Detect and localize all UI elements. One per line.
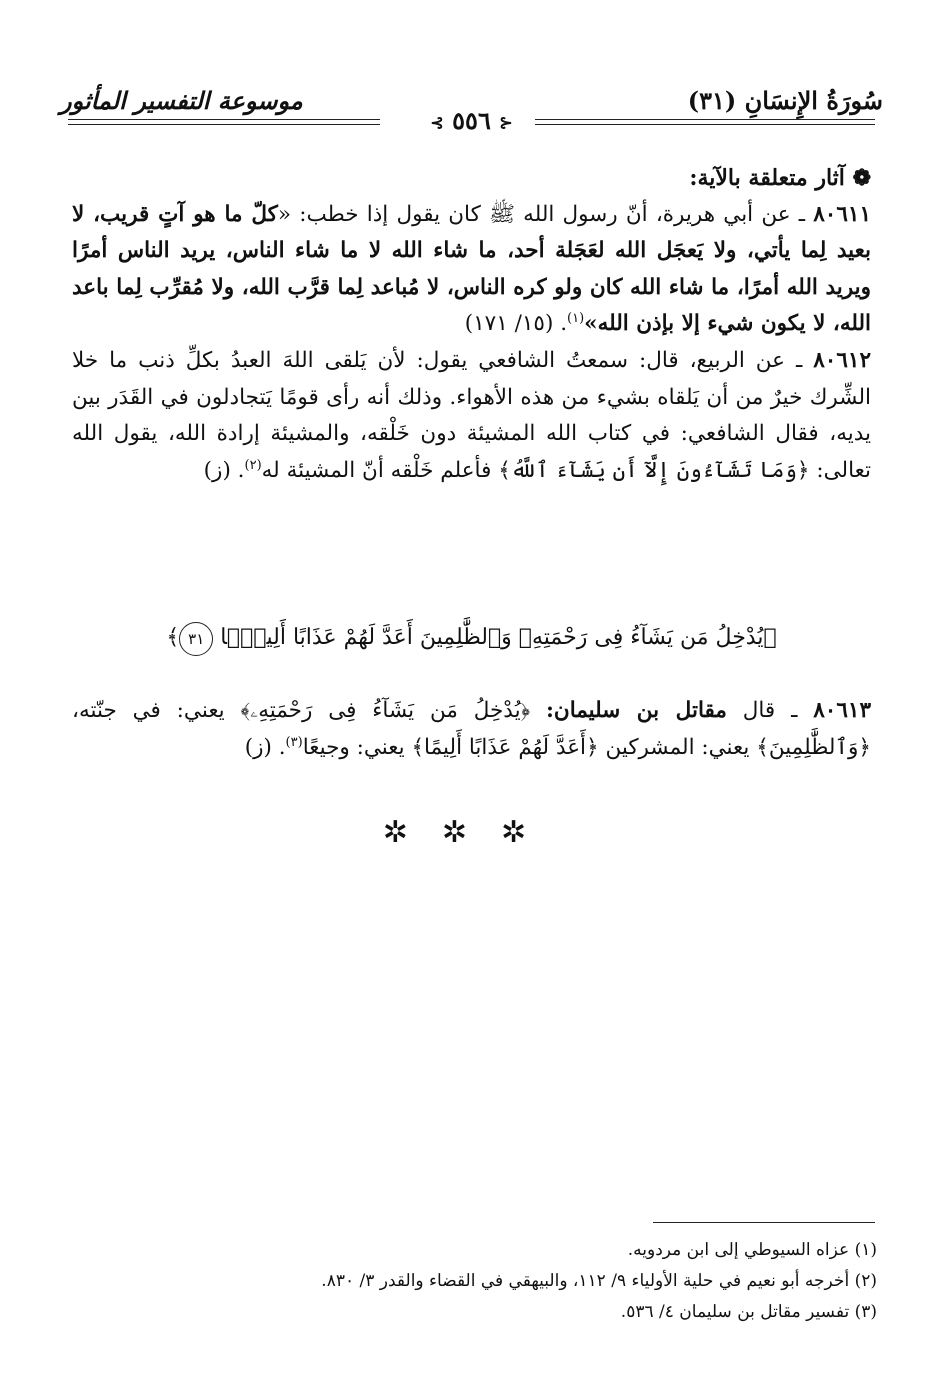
explanation: يعني: وجيعًا xyxy=(302,734,412,760)
entry-lead: ـ عن أبي هريرة، أنّ رسول الله ﷺ كان يقول إذا خطب: « xyxy=(277,201,806,227)
quran-verse: ﴿أَعَدَّ لَهُمْ عَذَابًا أَلِيمًا﴾ xyxy=(411,734,599,760)
footnote-ref[interactable]: (٢) xyxy=(244,457,262,473)
quran-verse: ﴿وَمَا تَشَآءُونَ إِلَّآ أَن يَشَآءَ ٱللَّهُ﴾ xyxy=(498,457,810,483)
punctuation: . xyxy=(560,311,568,337)
surah-title: سُورَةُ الإِنسَانِ (٣١) xyxy=(687,86,883,115)
athar-entry xyxy=(72,343,871,489)
ayah-text: ﴿يُدْخِلُ مَن يَشَآءُ فِى رَحْمَتِهِۦ وَٱلظَّٰلِمِينَ أَعَدَّ لَهُمْ عَذَابًا أَلِيمًۢا xyxy=(220,625,777,650)
punctuation: . xyxy=(271,734,286,760)
explanation: يعني: المشركين xyxy=(598,734,757,760)
main-text xyxy=(72,160,871,489)
footnote: (٢) أخرجه أبو نعيم في حلية الأولياء ٩/ ١١٢، والبيهقي في القضاء والقدر ٣/ ٨٣٠. xyxy=(321,1271,877,1291)
entry-lead: ـ عن الربيع، قال: سمعتُ الشافعي يقول: لأن يَلقى اللهَ العبدُ بكلِّ ذنب ما خلا الشِّرك خيرٌ من أن يَلقاه بشيء من هذه الأهواء. وذلك أنه رأى قومًا يَتجادلون في القَدَر بين يديه، فقال الشافعي: في كتاب الله المشيئة دون خَلْقه، والمشيئة إرادة الله، يقول الله تعالى: xyxy=(72,347,871,483)
cross-reference: (ز) xyxy=(244,734,272,760)
ornament-icon: ⊱ xyxy=(430,113,444,132)
section-separator-icon: ✲✲✲ xyxy=(382,815,561,850)
footnote-ref[interactable]: (٣) xyxy=(285,734,303,750)
ayah-close: ﴾ xyxy=(166,625,180,650)
quran-ayah xyxy=(72,620,871,656)
hadith-text: كلّ ما هو آتٍ قريب، لا بعيد لِما يأتي، ولا يَعجَل الله لعَجَلة أحد، ما شاء الله لا ما شاء الناس، يريد الناس أمرًا ويريد الله أمرًا، ما شاء الله كان ولو كره الناس، لا مُباعد لِما قرَّب الله، ولا مُقرِّب لِما باعد الله، لا يكون شيء إلا بإذن الله xyxy=(72,201,871,337)
running-header xyxy=(60,72,883,135)
footnote: (٣) تفسير مقاتل بن سليمان ٤/ ٥٣٦. xyxy=(620,1302,877,1322)
ornament-icon: ⊰ xyxy=(499,113,513,132)
quran-verse: ﴿وَٱلظَّٰلِمِينَ﴾ xyxy=(756,734,871,760)
speaker: مقاتل بن سليمان: xyxy=(545,698,727,723)
page-number: ٥٥٦ xyxy=(452,106,491,135)
cross-reference: (ز) xyxy=(203,457,231,483)
footnote: (١) عزاه السيوطي إلى ابن مردويه. xyxy=(627,1240,877,1260)
section-heading xyxy=(72,160,871,197)
entry-number: ٨٠٦١١ xyxy=(813,201,871,227)
page-number-block xyxy=(60,106,883,135)
ayah-number-badge: ٣١ xyxy=(179,622,213,656)
punctuation: . xyxy=(230,457,245,483)
entry-after: فأعلم خَلْقه أنّ المشيئة له xyxy=(261,457,499,483)
footnotes xyxy=(72,1235,877,1328)
athar-entry xyxy=(72,693,871,766)
explanation: يعني: في جنّته، xyxy=(72,698,241,723)
quote-close: » xyxy=(584,311,598,337)
athar-entry xyxy=(72,197,871,343)
entry-lead: ـ قال xyxy=(726,698,798,723)
section-heading-text: آثار متعلقة بالآية: xyxy=(689,165,845,191)
entry-number: ٨٠٦١٣ xyxy=(813,698,871,723)
footnote-rule xyxy=(653,1222,875,1223)
entry-number: ٨٠٦١٢ xyxy=(813,347,871,373)
cross-reference: (١٥/ ١٧١) xyxy=(464,311,554,337)
flower-ornament-icon: ❁ xyxy=(852,165,871,191)
book-title: موسوعة التفسير المأثور xyxy=(60,86,303,115)
quran-verse: ﴿يُدْخِلُ مَن يَشَآءُ فِى رَحْمَتِهِۦ﴾ xyxy=(240,698,546,723)
footnote-ref[interactable]: (١) xyxy=(567,311,585,327)
